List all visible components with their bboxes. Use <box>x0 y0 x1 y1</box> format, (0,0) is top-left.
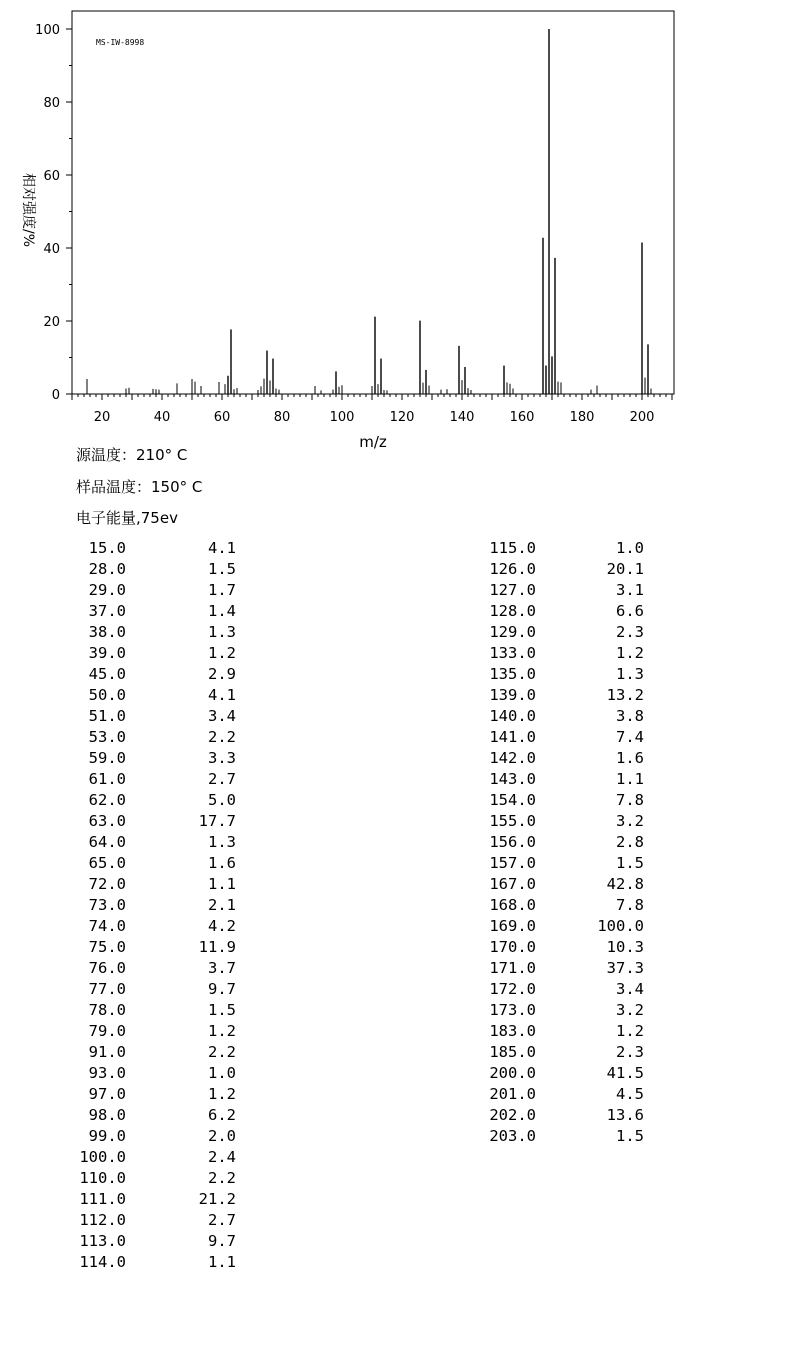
mz-value: 111.0 <box>79 1190 126 1208</box>
intensity-value: 1.1 <box>616 770 644 788</box>
x-tick-label: 120 <box>389 410 415 425</box>
intensity-value: 1.4 <box>208 602 236 620</box>
intensity-value: 21.2 <box>198 1190 236 1208</box>
x-tick-label: 160 <box>509 410 535 425</box>
mz-value: 185.0 <box>489 1043 536 1061</box>
table-row <box>400 580 646 601</box>
mz-value: 98.0 <box>88 1106 126 1124</box>
table-row <box>0 748 240 769</box>
intensity-value: 1.5 <box>616 1127 644 1145</box>
intensity-value: 2.1 <box>208 896 236 914</box>
intensity-value: 4.1 <box>208 686 236 704</box>
table-row <box>0 1063 240 1084</box>
table-row <box>400 664 646 685</box>
y-tick-label: 40 <box>43 242 60 257</box>
mz-value: 79.0 <box>88 1022 126 1040</box>
table-row <box>0 622 240 643</box>
table-row <box>0 706 240 727</box>
table-row <box>0 937 240 958</box>
intensity-value: 2.0 <box>208 1127 236 1145</box>
intensity-value: 3.1 <box>616 581 644 599</box>
mz-value: 72.0 <box>88 875 126 893</box>
mz-value: 110.0 <box>79 1169 126 1187</box>
intensity-value: 10.3 <box>606 938 644 956</box>
table-row <box>400 811 646 832</box>
mz-value: 156.0 <box>489 833 536 851</box>
mz-value: 183.0 <box>489 1022 536 1040</box>
mz-value: 91.0 <box>88 1043 126 1061</box>
intensity-value: 4.5 <box>616 1085 644 1103</box>
table-row <box>0 1147 240 1168</box>
table-row <box>400 874 646 895</box>
intensity-value: 1.2 <box>208 1085 236 1103</box>
mz-value: 129.0 <box>489 623 536 641</box>
intensity-value: 1.5 <box>208 1001 236 1019</box>
mz-value: 203.0 <box>489 1127 536 1145</box>
table-row <box>0 874 240 895</box>
mz-value: 133.0 <box>489 644 536 662</box>
table-row <box>400 748 646 769</box>
electron-energy: 电子能量,75ev <box>76 509 178 527</box>
intensity-value: 7.8 <box>616 791 644 809</box>
table-row <box>0 1042 240 1063</box>
table-row <box>0 958 240 979</box>
intensity-value: 3.4 <box>208 707 236 725</box>
x-tick-label: 140 <box>449 410 475 425</box>
table-row <box>0 1231 240 1252</box>
mz-value: 168.0 <box>489 896 536 914</box>
mz-value: 143.0 <box>489 770 536 788</box>
table-row <box>0 832 240 853</box>
intensity-value: 17.7 <box>198 812 236 830</box>
mass-spectrum-chart <box>0 0 794 455</box>
mz-value: 173.0 <box>489 1001 536 1019</box>
table-row <box>0 1126 240 1147</box>
source-temperature: 源温度：210° C <box>76 446 188 464</box>
mz-value: 140.0 <box>489 707 536 725</box>
intensity-value: 2.3 <box>616 623 644 641</box>
mz-value: 99.0 <box>88 1127 126 1145</box>
table-row <box>400 685 646 706</box>
table-row <box>400 1105 646 1126</box>
intensity-value: 2.2 <box>208 728 236 746</box>
y-tick-label: 100 <box>35 23 60 38</box>
table-row <box>400 853 646 874</box>
x-axis-label: m/z <box>359 433 387 451</box>
mz-value: 170.0 <box>489 938 536 956</box>
mz-value: 127.0 <box>489 581 536 599</box>
y-tick-label: 60 <box>43 169 60 184</box>
x-tick-label: 200 <box>629 410 655 425</box>
table-row <box>400 706 646 727</box>
mz-value: 15.0 <box>88 539 126 557</box>
mz-value: 78.0 <box>88 1001 126 1019</box>
intensity-value: 2.3 <box>616 1043 644 1061</box>
mz-value: 126.0 <box>489 560 536 578</box>
intensity-value: 1.3 <box>208 623 236 641</box>
x-tick-label: 100 <box>329 410 355 425</box>
intensity-value: 13.6 <box>606 1106 644 1124</box>
mz-value: 201.0 <box>489 1085 536 1103</box>
table-row <box>0 1168 240 1189</box>
intensity-value: 1.2 <box>616 1022 644 1040</box>
mz-value: 172.0 <box>489 980 536 998</box>
mz-value: 38.0 <box>88 623 126 641</box>
mz-value: 142.0 <box>489 749 536 767</box>
intensity-value: 4.2 <box>208 917 236 935</box>
table-row <box>400 979 646 1000</box>
intensity-value: 3.8 <box>616 707 644 725</box>
mz-value: 73.0 <box>88 896 126 914</box>
intensity-value: 37.3 <box>606 959 644 977</box>
mz-value: 62.0 <box>88 791 126 809</box>
intensity-value: 41.5 <box>606 1064 644 1082</box>
table-row <box>0 538 240 559</box>
mz-value: 171.0 <box>489 959 536 977</box>
mz-value: 45.0 <box>88 665 126 683</box>
intensity-value: 3.7 <box>208 959 236 977</box>
table-row <box>400 895 646 916</box>
intensity-value: 3.2 <box>616 1001 644 1019</box>
axis-ticks <box>35 23 672 425</box>
peak-table-left <box>0 538 240 1273</box>
intensity-value: 1.6 <box>616 749 644 767</box>
intensity-value: 2.7 <box>208 770 236 788</box>
table-row <box>400 727 646 748</box>
y-tick-label: 80 <box>43 96 60 111</box>
plot-frame <box>72 11 674 394</box>
table-row <box>0 559 240 580</box>
x-tick-label: 180 <box>569 410 595 425</box>
mz-value: 155.0 <box>489 812 536 830</box>
table-row <box>400 538 646 559</box>
table-row <box>400 1063 646 1084</box>
mz-value: 39.0 <box>88 644 126 662</box>
mz-value: 154.0 <box>489 791 536 809</box>
mz-value: 29.0 <box>88 581 126 599</box>
mz-value: 139.0 <box>489 686 536 704</box>
table-row <box>0 1252 240 1273</box>
intensity-value: 1.6 <box>208 854 236 872</box>
intensity-value: 1.1 <box>208 1253 236 1271</box>
mz-value: 65.0 <box>88 854 126 872</box>
table-row <box>0 979 240 1000</box>
table-row <box>400 916 646 937</box>
intensity-value: 5.0 <box>208 791 236 809</box>
intensity-value: 1.5 <box>208 560 236 578</box>
table-row <box>400 790 646 811</box>
peak-table-right <box>400 538 646 1147</box>
table-row <box>400 1126 646 1147</box>
mz-value: 167.0 <box>489 875 536 893</box>
table-row <box>400 769 646 790</box>
mz-value: 169.0 <box>489 917 536 935</box>
mz-value: 112.0 <box>79 1211 126 1229</box>
intensity-value: 1.0 <box>616 539 644 557</box>
mz-value: 141.0 <box>489 728 536 746</box>
intensity-value: 2.2 <box>208 1043 236 1061</box>
table-row <box>0 811 240 832</box>
intensity-value: 2.2 <box>208 1169 236 1187</box>
intensity-value: 4.1 <box>208 539 236 557</box>
mz-value: 53.0 <box>88 728 126 746</box>
intensity-value: 100.0 <box>597 917 644 935</box>
mz-value: 100.0 <box>79 1148 126 1166</box>
intensity-value: 9.7 <box>208 1232 236 1250</box>
table-row <box>400 832 646 853</box>
mz-value: 50.0 <box>88 686 126 704</box>
table-row <box>0 853 240 874</box>
x-tick-label: 60 <box>213 410 231 425</box>
table-row <box>0 1021 240 1042</box>
intensity-value: 6.2 <box>208 1106 236 1124</box>
table-row <box>0 1189 240 1210</box>
intensity-value: 7.4 <box>616 728 644 746</box>
mz-value: 76.0 <box>88 959 126 977</box>
peak-bars <box>87 29 651 394</box>
table-row <box>400 958 646 979</box>
chart-annotation: MS-IW-8998 <box>96 38 145 47</box>
intensity-value: 1.7 <box>208 581 236 599</box>
table-row <box>0 916 240 937</box>
mz-value: 28.0 <box>88 560 126 578</box>
intensity-value: 13.2 <box>606 686 644 704</box>
x-tick-label: 80 <box>273 410 291 425</box>
table-row <box>0 664 240 685</box>
intensity-value: 3.2 <box>616 812 644 830</box>
mz-value: 93.0 <box>88 1064 126 1082</box>
intensity-value: 1.2 <box>208 1022 236 1040</box>
table-row <box>0 1000 240 1021</box>
table-row <box>0 727 240 748</box>
mz-value: 75.0 <box>88 938 126 956</box>
table-row <box>400 1000 646 1021</box>
intensity-value: 9.7 <box>208 980 236 998</box>
y-axis-label: 相对强度/% <box>20 172 36 248</box>
intensity-value: 1.2 <box>616 644 644 662</box>
mz-value: 51.0 <box>88 707 126 725</box>
mz-value: 200.0 <box>489 1064 536 1082</box>
mz-value: 63.0 <box>88 812 126 830</box>
mz-value: 128.0 <box>489 602 536 620</box>
table-row <box>400 937 646 958</box>
mz-value: 135.0 <box>489 665 536 683</box>
sample-temperature: 样品温度：150° C <box>76 478 203 496</box>
intensity-value: 2.9 <box>208 665 236 683</box>
mz-value: 37.0 <box>88 602 126 620</box>
table-row <box>0 685 240 706</box>
table-row <box>0 1105 240 1126</box>
table-row <box>400 601 646 622</box>
table-row <box>0 601 240 622</box>
table-row <box>400 559 646 580</box>
table-row <box>0 769 240 790</box>
mz-value: 64.0 <box>88 833 126 851</box>
intensity-value: 1.5 <box>616 854 644 872</box>
mz-value: 61.0 <box>88 770 126 788</box>
intensity-value: 7.8 <box>616 896 644 914</box>
intensity-value: 6.6 <box>616 602 644 620</box>
table-row <box>400 1084 646 1105</box>
mz-value: 113.0 <box>79 1232 126 1250</box>
table-row <box>0 580 240 601</box>
table-row <box>400 643 646 664</box>
intensity-value: 2.8 <box>616 833 644 851</box>
table-row <box>400 1042 646 1063</box>
table-row <box>0 643 240 664</box>
table-row <box>0 1084 240 1105</box>
mz-value: 74.0 <box>88 917 126 935</box>
intensity-value: 1.3 <box>208 833 236 851</box>
mz-value: 115.0 <box>489 539 536 557</box>
intensity-value: 3.4 <box>616 980 644 998</box>
mz-value: 77.0 <box>88 980 126 998</box>
intensity-value: 1.1 <box>208 875 236 893</box>
intensity-value: 11.9 <box>198 938 236 956</box>
y-tick-label: 0 <box>51 388 60 403</box>
intensity-value: 20.1 <box>606 560 644 578</box>
table-row <box>400 1021 646 1042</box>
mz-value: 59.0 <box>88 749 126 767</box>
y-tick-label: 20 <box>43 315 60 330</box>
mz-value: 114.0 <box>79 1253 126 1271</box>
intensity-value: 3.3 <box>208 749 236 767</box>
intensity-value: 1.2 <box>208 644 236 662</box>
intensity-value: 42.8 <box>606 875 644 893</box>
x-tick-label: 40 <box>153 410 171 425</box>
table-row <box>400 622 646 643</box>
table-row <box>0 895 240 916</box>
mz-value: 202.0 <box>489 1106 536 1124</box>
mz-value: 97.0 <box>88 1085 126 1103</box>
intensity-value: 2.4 <box>208 1148 236 1166</box>
x-tick-label: 20 <box>93 410 111 425</box>
mz-value: 157.0 <box>489 854 536 872</box>
table-row <box>0 1210 240 1231</box>
table-row <box>0 790 240 811</box>
intensity-value: 2.7 <box>208 1211 236 1229</box>
intensity-value: 1.0 <box>208 1064 236 1082</box>
intensity-value: 1.3 <box>616 665 644 683</box>
